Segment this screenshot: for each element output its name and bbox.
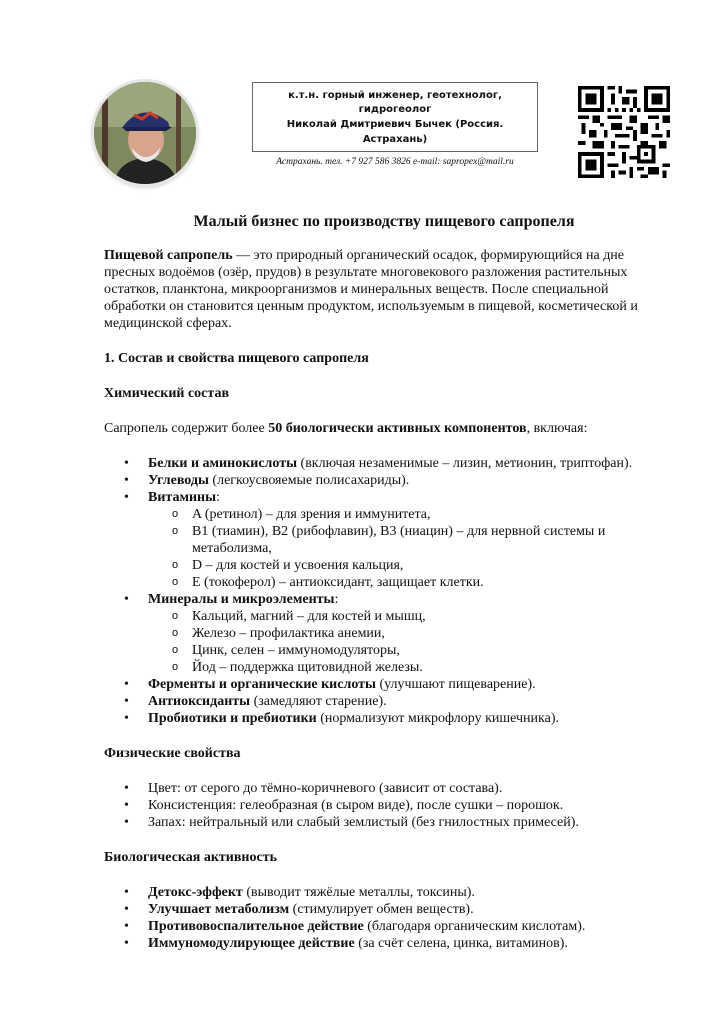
bio-item-label: Иммуномодулирующее действие (148, 936, 355, 951)
carbs-label: Углеводы (148, 473, 209, 488)
list-item: • Консистенция: гелеобразная (в сыром виде), после сушки – порошок. (148, 797, 664, 814)
list-item (148, 935, 664, 952)
vitamins-sublist (148, 506, 664, 591)
chem-list (104, 455, 664, 727)
page-title: Малый бизнес по производству пищевого сапропеля (193, 213, 575, 230)
sub-item: o B1 (тиамин), B2 (рибофлавин), B3 (ниацин) – для нервной системы и метаболизма, (192, 523, 664, 557)
sub-item: o Железо – профилактика анемии, (192, 625, 664, 642)
bio-item-text: (выводит тяжёлые металлы, токсины). (242, 885, 475, 900)
qr-code-icon (578, 86, 670, 178)
probiotics-text: (нормализуют микрофлору кишечника). (316, 711, 559, 726)
list-item: • Цвет: от серого до тёмно-коричневого (зависит от состава). (148, 780, 664, 797)
intro-text: — это природный органический осадок, формирующийся на дне пресных водоёмов (озёр, прудов) в результате многовекового разложения растительных остатков, планктона, микроорганизмов и минеральных веществ. После специальной обработки он становится ценным продуктом, используемым в пищевой, косметической и медицинской сферах. (104, 248, 638, 331)
antioxidants-text: (замедляют старение). (250, 694, 387, 709)
bio-list (104, 884, 664, 952)
bio-item-label: Детокс-эффект (148, 885, 243, 900)
enzymes-text: (улучшают пищеварение). (375, 677, 536, 692)
chem-lead-bold: 50 биологически активных компонентов (268, 421, 527, 436)
intro-term: Пищевой сапропель (104, 248, 233, 263)
sub-item: o A (ретинол) – для зрения и иммунитета, (192, 506, 664, 523)
author-name: Николай Дмитриевич Бычек (Россия. Астрахань) (286, 119, 504, 145)
author-credentials: к.т.н. горный инженер, геотехнолог, гидрогеолог (288, 90, 502, 115)
document-header (0, 0, 724, 200)
chem-lead-post: , включая: (526, 421, 588, 436)
physical-list (104, 780, 664, 831)
list-item (148, 676, 664, 693)
bio-item-text: (благодаря органическим кислотам). (363, 919, 586, 934)
sub-item: o Цинк, селен – иммуномодуляторы, (192, 642, 664, 659)
sub-item: o Йод – поддержка щитовидной железы. (192, 659, 664, 676)
author-photo (94, 82, 196, 184)
list-item (148, 455, 664, 472)
bio-item-text: (стимулирует обмен веществ). (289, 902, 474, 917)
proteins-label: Белки и аминокислоты (148, 456, 298, 471)
list-item (148, 472, 664, 489)
section-1-heading: 1. Состав и свойства пищевого сапропеля (104, 351, 369, 366)
author-card (252, 82, 538, 167)
bio-heading: Биологическая активность (104, 850, 277, 865)
vitamins-label: Витамины (148, 490, 217, 505)
carbs-text: (легкоусвояемые полисахариды). (208, 473, 410, 488)
sub-item: o D – для костей и усвоения кальция, (192, 557, 664, 574)
list-item (148, 489, 664, 591)
minerals-colon: : (334, 592, 339, 607)
vitamins-colon: : (216, 490, 220, 505)
sub-item: o Кальций, магний – для костей и мышц, (192, 608, 664, 625)
proteins-text: (включая незаменимые – лизин, метионин, триптофан). (297, 456, 633, 471)
bio-item-label: Улучшает метаболизм (148, 902, 290, 917)
list-item (148, 710, 664, 727)
intro-paragraph (104, 247, 664, 332)
sub-item: o E (токоферол) – антиоксидант, защищает клетки. (192, 574, 664, 591)
list-item (148, 918, 664, 935)
list-item: • Запах: нейтральный или слабый землистый (без гнилостных примесей). (148, 814, 664, 831)
physical-heading: Физические свойства (104, 746, 241, 761)
author-contacts: Астрахань. тел. +7 927 586 3826 e-mail: sapropex@mail.ru (276, 157, 514, 167)
minerals-sublist (148, 608, 664, 676)
minerals-label: Минералы и микроэлементы (148, 592, 335, 607)
list-item (148, 693, 664, 710)
list-item (148, 884, 664, 901)
document-body (104, 212, 664, 952)
probiotics-label: Пробиотики и пребиотики (148, 711, 317, 726)
chem-lead-pre: Сапропель содержит более (104, 421, 269, 436)
chem-lead (104, 420, 664, 437)
enzymes-label: Ферменты и органические кислоты (148, 677, 376, 692)
list-item (148, 591, 664, 676)
author-photo-illustration (94, 82, 196, 184)
list-item (148, 901, 664, 918)
bio-item-text: (за счёт селена, цинка, витаминов). (354, 936, 568, 951)
bio-item-label: Противовоспалительное действие (148, 919, 364, 934)
antioxidants-label: Антиоксиданты (148, 694, 251, 709)
chem-heading: Химический состав (104, 386, 230, 401)
